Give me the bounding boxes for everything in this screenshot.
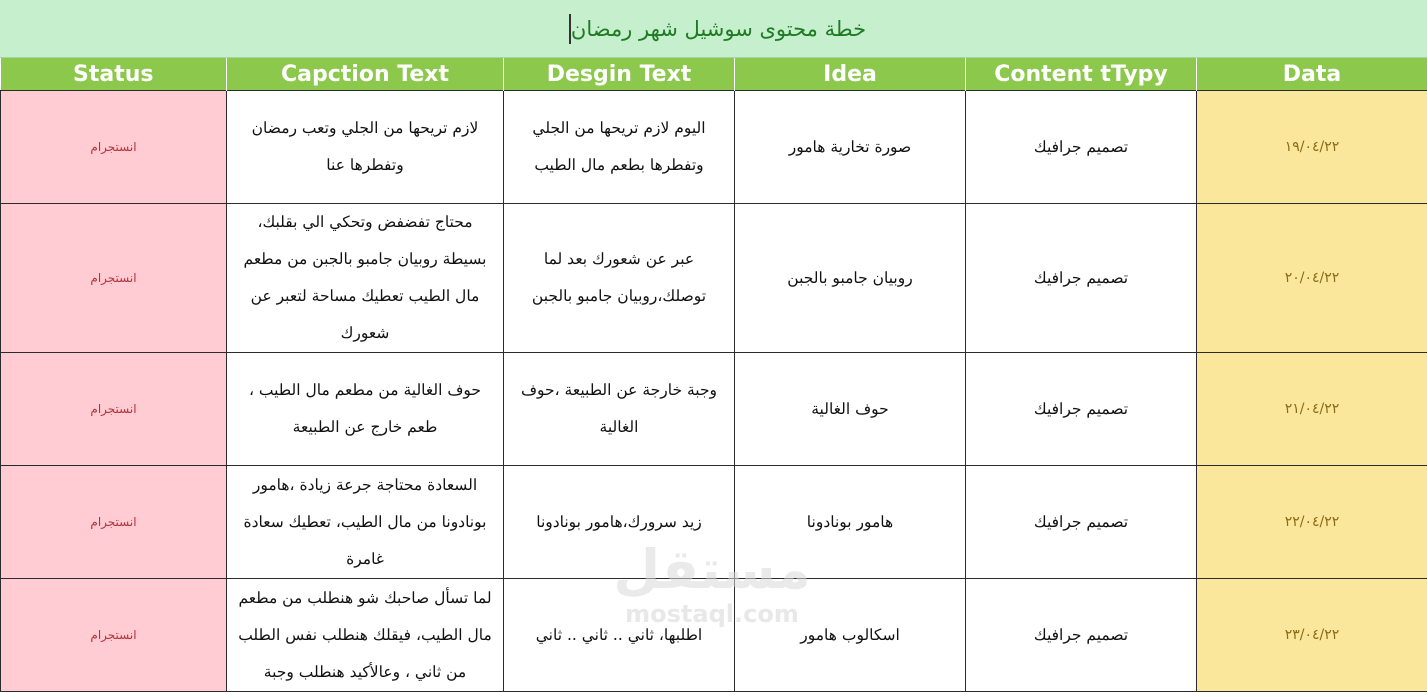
caption-cell[interactable]: السعادة محتاجة جرعة زيادة ،هامور بونادونا من مال الطيب، تعطيك سعادة غامرة bbox=[227, 466, 504, 579]
title-bar bbox=[0, 0, 1427, 58]
date-cell[interactable]: ٢١/٠٤/٢٢ bbox=[1197, 353, 1427, 466]
design-cell[interactable]: اطلبها، ثاني .. ثاني .. ثاني bbox=[504, 579, 735, 692]
design-cell[interactable]: زيد سرورك،هامور بونادونا bbox=[504, 466, 735, 579]
status-cell[interactable]: انستجرام bbox=[1, 353, 227, 466]
date-cell[interactable]: ٢٣/٠٤/٢٢ bbox=[1197, 579, 1427, 692]
content-type-cell[interactable]: تصميم جرافيك bbox=[966, 579, 1197, 692]
date-cell[interactable]: ٢٠/٠٤/٢٢ bbox=[1197, 204, 1427, 353]
sheet-title[interactable] bbox=[561, 14, 866, 44]
header-row bbox=[1, 58, 1427, 91]
table-row bbox=[1, 204, 1427, 353]
date-cell[interactable]: ١٩/٠٤/٢٢ bbox=[1197, 91, 1427, 204]
design-cell[interactable]: وجبة خارجة عن الطبيعة ،حوف الغالية bbox=[504, 353, 735, 466]
table-row bbox=[1, 466, 1427, 579]
table-row bbox=[1, 579, 1427, 692]
header-idea[interactable]: Idea bbox=[735, 58, 966, 91]
idea-cell[interactable]: صورة تخارية هامور bbox=[735, 91, 966, 204]
design-cell[interactable]: عبر عن شعورك بعد لما توصلك،روبيان جامبو بالجبن bbox=[504, 204, 735, 353]
status-cell[interactable]: انستجرام bbox=[1, 466, 227, 579]
caption-cell[interactable]: حوف الغالية من مطعم مال الطيب ، طعم خارج عن الطبيعة bbox=[227, 353, 504, 466]
watermark-latin: mostaql.com bbox=[612, 600, 812, 628]
header-content-type[interactable]: Content tTypy bbox=[966, 58, 1197, 91]
caption-cell[interactable]: لما تسأل صاحبك شو هنطلب من مطعم مال الطيب، فيقلك هنطلب نفس الطلب من ثاني ، وعالأكيد هنطلب وجبة bbox=[227, 579, 504, 692]
idea-cell[interactable]: اسكالوب هامور bbox=[735, 579, 966, 692]
status-cell[interactable]: انستجرام bbox=[1, 91, 227, 204]
content-type-cell[interactable]: تصميم جرافيك bbox=[966, 353, 1197, 466]
table-row bbox=[1, 353, 1427, 466]
caption-cell[interactable]: لازم تريحها من الجلي وتعب رمضان وتفطرها عنا bbox=[227, 91, 504, 204]
date-cell[interactable]: ٢٢/٠٤/٢٢ bbox=[1197, 466, 1427, 579]
header-design-text[interactable]: Desgin Text bbox=[504, 58, 735, 91]
idea-cell[interactable]: هامور بونادونا bbox=[735, 466, 966, 579]
status-cell[interactable]: انستجرام bbox=[1, 579, 227, 692]
status-cell[interactable]: انستجرام bbox=[1, 204, 227, 353]
caption-cell[interactable]: محتاج تفضفض وتحكي الي بقلبك، بسيطة روبيان جامبو بالجبن من مطعم مال الطيب تعطيك مساحة لتعبر عن شعورك bbox=[227, 204, 504, 353]
content-plan-table bbox=[0, 58, 1427, 692]
header-status[interactable]: Status bbox=[1, 58, 227, 91]
content-type-cell[interactable]: تصميم جرافيك bbox=[966, 466, 1197, 579]
header-caption-text[interactable]: Capction Text bbox=[227, 58, 504, 91]
idea-cell[interactable]: روبيان جامبو بالجبن bbox=[735, 204, 966, 353]
header-date[interactable]: Data bbox=[1197, 58, 1427, 91]
design-cell[interactable]: اليوم لازم تريحها من الجلي وتفطرها بطعم مال الطيب bbox=[504, 91, 735, 204]
table-row bbox=[1, 91, 1427, 204]
watermark-arabic: مستقل bbox=[612, 540, 812, 600]
text-cursor bbox=[569, 14, 571, 44]
sheet-title-text: خطة محتوى سوشيل شهر رمضان bbox=[571, 17, 866, 41]
idea-cell[interactable]: حوف الغالية bbox=[735, 353, 966, 466]
content-type-cell[interactable]: تصميم جرافيك bbox=[966, 91, 1197, 204]
content-type-cell[interactable]: تصميم جرافيك bbox=[966, 204, 1197, 353]
